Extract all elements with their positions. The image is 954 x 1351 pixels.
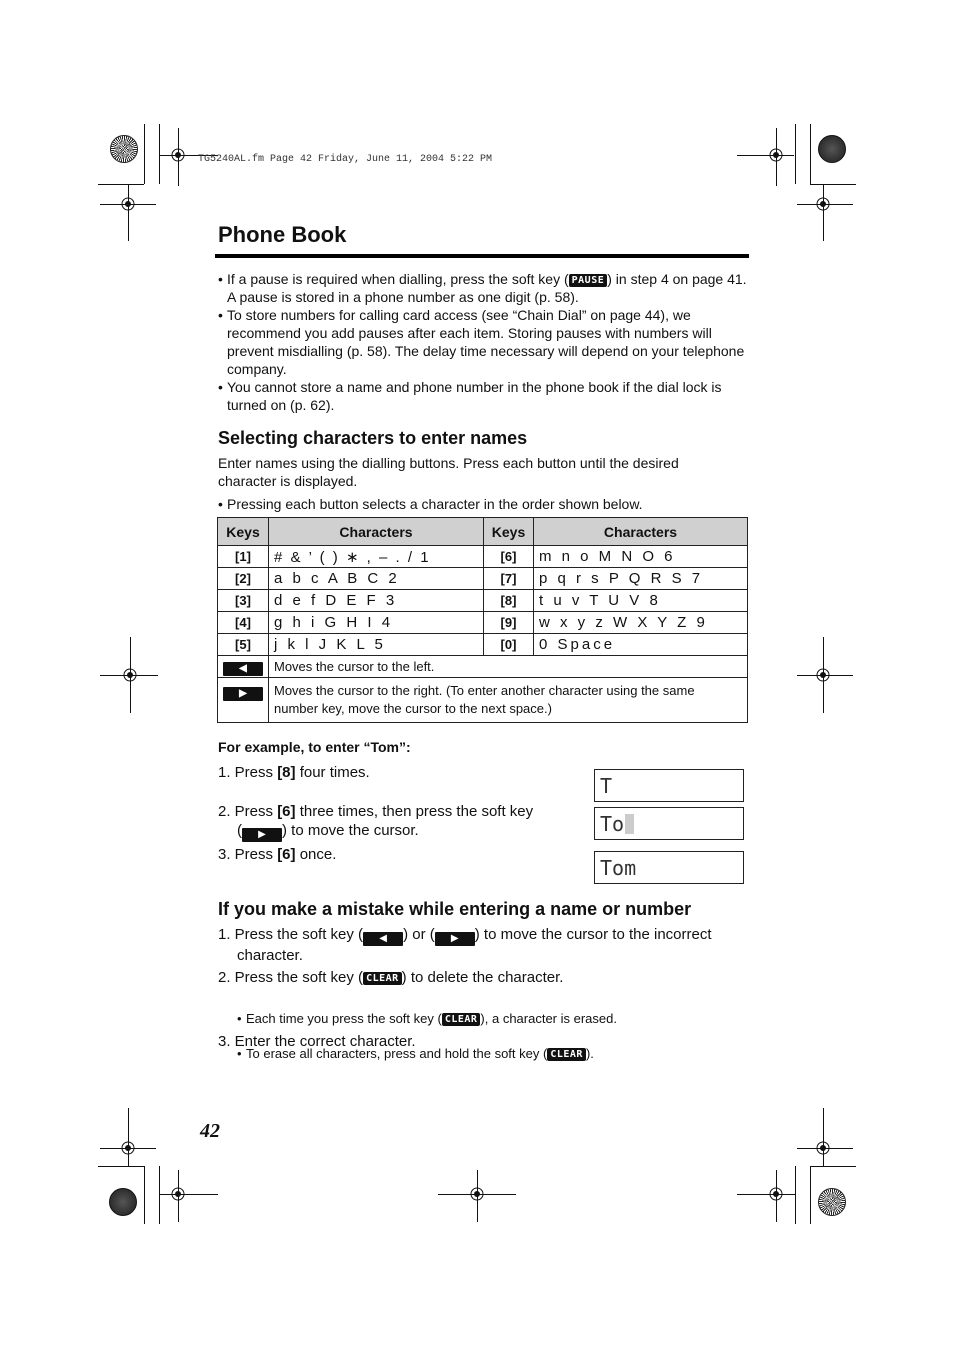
step-text: 2. Press the soft key ( xyxy=(218,969,364,986)
chars-cell: 0 Space xyxy=(534,634,748,656)
title-rule xyxy=(215,254,749,258)
registration-dial-icon xyxy=(818,1188,846,1216)
desc-cell: Moves the cursor to the left. xyxy=(269,656,748,678)
lcd-text: Tom xyxy=(600,856,637,880)
crop-line xyxy=(178,128,179,186)
key-cell: [7] xyxy=(484,568,534,590)
clear-key: CLEAR xyxy=(363,972,402,985)
desc-cell: Moves the cursor to the right. (To enter another character using the same number key, move the cursor to the next space.) xyxy=(269,678,748,723)
chars-cell: m n o M N O 6 xyxy=(534,546,748,568)
key-cell xyxy=(218,678,269,723)
bullet-text: ) in step 4 on page 41. A pause is stored in a phone number as one digit (p. 58). xyxy=(227,271,747,305)
chars-cell: t u v T U V 8 xyxy=(534,590,748,612)
right-arrow-icon: ▶ xyxy=(242,828,282,842)
key-cell: [5] xyxy=(218,634,269,656)
left-arrow-icon: ◀ xyxy=(363,932,403,946)
crop-line xyxy=(144,124,145,184)
step-text: ), a character is erased. xyxy=(480,1011,617,1026)
chars-cell: w x y z W X Y Z 9 xyxy=(534,612,748,634)
key-label: [8] xyxy=(277,764,296,781)
table-row xyxy=(218,678,748,723)
bullet-item: • You cannot store a name and phone number in the phone book if the dial lock is turned on (p. 62). xyxy=(218,378,748,414)
key-label: [6] xyxy=(277,803,296,820)
column-header: Keys xyxy=(484,518,534,546)
crop-line xyxy=(797,1148,853,1149)
crop-line xyxy=(795,1166,796,1224)
chars-cell: j k l J K L 5 xyxy=(269,634,484,656)
lcd-text: T xyxy=(600,774,613,798)
section-heading: Selecting characters to enter names xyxy=(218,428,528,448)
fix-step-3: 3. Enter the correct character. xyxy=(218,1033,416,1050)
right-arrow-icon: ▶ xyxy=(435,932,475,946)
chars-cell: d e f D E F 3 xyxy=(269,590,484,612)
step-text: To erase all characters, press and hold the soft key ( xyxy=(246,1046,548,1061)
section-heading: If you make a mistake while entering a name or number xyxy=(218,899,692,919)
step-text: ) to delete the character. xyxy=(401,969,564,986)
example-step-3 xyxy=(218,845,336,864)
crop-line xyxy=(98,184,144,185)
example-step-1 xyxy=(218,763,370,782)
table-row xyxy=(218,656,748,678)
crop-line xyxy=(737,155,794,156)
crop-line xyxy=(797,675,853,676)
crop-line xyxy=(810,1166,856,1167)
character-table xyxy=(217,517,748,723)
crop-line xyxy=(810,124,811,184)
registration-dial-icon xyxy=(818,135,846,163)
step-text: three times, then press the soft key xyxy=(295,803,534,820)
crop-line xyxy=(810,184,856,185)
bullet-text: If a pause is required when dialling, press the soft key ( xyxy=(227,271,569,287)
key-cell: [8] xyxy=(484,590,534,612)
lcd-text: To xyxy=(600,812,625,836)
step-text: ) to move the cursor. xyxy=(282,822,419,839)
crop-line xyxy=(823,185,824,241)
lcd-display xyxy=(594,851,744,884)
table-row xyxy=(218,546,748,568)
table-row xyxy=(218,590,748,612)
step-text: once. xyxy=(295,846,337,863)
left-arrow-icon: ◀ xyxy=(223,662,263,676)
step-text: four times. xyxy=(295,764,370,781)
crop-line xyxy=(100,675,158,676)
key-cell: [1] xyxy=(218,546,269,568)
step-text: 2. Press xyxy=(218,803,278,820)
step-text: ) to move the cursor to the incorrect xyxy=(474,926,712,943)
step-text: ( xyxy=(237,822,242,839)
bullet-item: • To store numbers for calling card access (see “Chain Dial” on page 44), we recommend you add pauses after each item. Storing pauses with numbers will prevent misdialling (p. 58). The delay time necessary will depend on your telephone company. xyxy=(218,306,748,378)
step-text: character. xyxy=(237,947,303,964)
pause-key: PAUSE xyxy=(569,274,608,287)
crop-line xyxy=(178,1170,179,1222)
section-intro: Enter names using the dialling buttons. Press each button until the desired character is displayed. xyxy=(218,455,679,489)
crop-line xyxy=(144,1166,145,1224)
crop-line xyxy=(776,128,777,186)
column-header: Keys xyxy=(218,518,269,546)
step-text: 1. Press xyxy=(218,764,278,781)
crop-line xyxy=(477,1170,478,1222)
crop-line xyxy=(797,204,853,205)
fix-step-2 xyxy=(218,968,563,987)
key-cell: [6] xyxy=(484,546,534,568)
file-header: TG5240AL.fm Page 42 Friday, June 11, 2004 5:22 PM xyxy=(198,154,493,165)
right-arrow-icon: ▶ xyxy=(223,687,263,701)
table-row xyxy=(218,568,748,590)
crop-line xyxy=(98,1166,144,1167)
table-intro-bullet: • Pressing each button selects a character in the order shown below. xyxy=(218,495,747,513)
fix-sub-bullet xyxy=(237,1010,954,1027)
page-number: 42 xyxy=(200,1120,220,1142)
key-cell: [2] xyxy=(218,568,269,590)
crop-line xyxy=(823,1108,824,1166)
table-row xyxy=(218,634,748,656)
clear-key: CLEAR xyxy=(547,1048,586,1061)
key-cell: [3] xyxy=(218,590,269,612)
page-title: Phone Book xyxy=(218,222,347,247)
column-header: Characters xyxy=(534,518,748,546)
example-heading: For example, to enter “Tom”: xyxy=(218,739,411,755)
chars-cell: # & ’ ( ) ∗ , – . / 1 xyxy=(269,546,484,568)
crop-line xyxy=(130,637,131,713)
crop-line xyxy=(159,1166,160,1224)
crop-line xyxy=(810,1166,811,1224)
crop-line xyxy=(823,637,824,713)
key-label: [6] xyxy=(277,846,296,863)
crop-line xyxy=(128,1108,129,1166)
fix-step-1 xyxy=(218,925,758,965)
crop-line xyxy=(159,124,160,184)
table-row xyxy=(218,612,748,634)
chars-cell: p q r s P Q R S 7 xyxy=(534,568,748,590)
crop-line xyxy=(160,1194,218,1195)
lcd-display xyxy=(594,807,744,840)
chars-cell: a b c A B C 2 xyxy=(269,568,484,590)
key-cell: [4] xyxy=(218,612,269,634)
registration-dial-icon xyxy=(110,135,138,163)
lcd-display xyxy=(594,769,744,802)
bullet-item xyxy=(218,270,748,306)
chars-cell: g h i G H I 4 xyxy=(269,612,484,634)
step-text: Each time you press the soft key ( xyxy=(246,1011,442,1026)
cursor-block xyxy=(625,814,634,834)
key-cell: [9] xyxy=(484,612,534,634)
key-cell: [0] xyxy=(484,634,534,656)
step-text: ) or ( xyxy=(403,926,435,943)
crop-line xyxy=(737,1194,795,1195)
table-header-row xyxy=(218,518,748,546)
step-text: 1. Press the soft key ( xyxy=(218,926,364,943)
column-header: Characters xyxy=(269,518,484,546)
example-step-2 xyxy=(218,802,533,842)
step-text: ). xyxy=(585,1046,594,1061)
crop-line xyxy=(776,1170,777,1222)
crop-line xyxy=(795,124,796,184)
crop-line xyxy=(128,185,129,241)
key-cell xyxy=(218,656,269,678)
step-text: 3. Press xyxy=(218,846,278,863)
registration-dial-icon xyxy=(109,1188,137,1216)
clear-key: CLEAR xyxy=(442,1013,481,1026)
intro-bullets xyxy=(218,270,748,414)
